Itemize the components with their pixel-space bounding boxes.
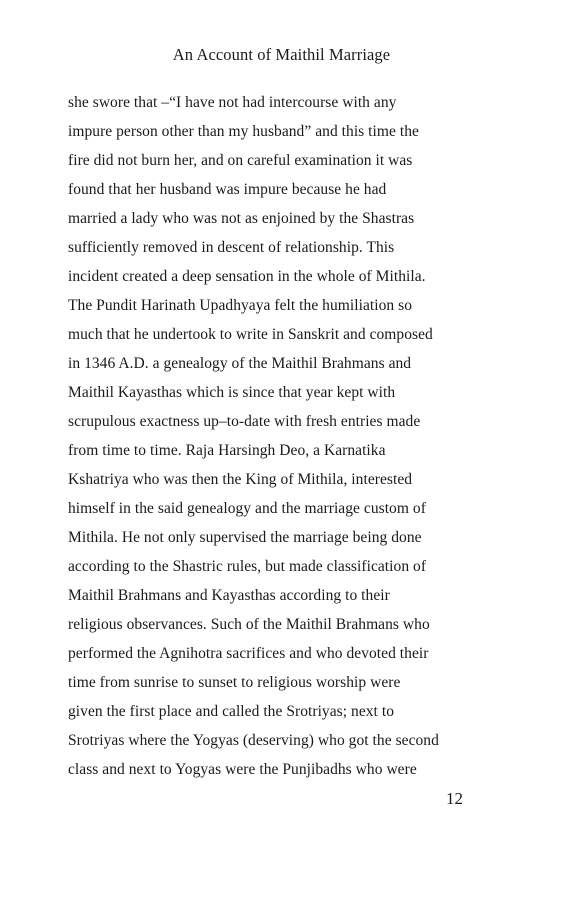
body-text: [68, 88, 488, 784]
text-line: time from sunrise to sunset to religious worship were: [68, 674, 401, 691]
text-line: impure person other than my husband” and this time the: [68, 123, 419, 140]
text-line: she swore that –“I have not had intercourse with any: [68, 94, 397, 111]
text-line: Srotriyas where the Yogyas (deserving) who got the second: [68, 732, 439, 749]
text-line: performed the Agnihotra sacrifices and who devoted their: [68, 645, 429, 662]
text-line: himself in the said genealogy and the marriage custom of: [68, 500, 426, 517]
text-line: married a lady who was not as enjoined by the Shastras: [68, 210, 415, 227]
text-line: much that he undertook to write in Sanskrit and composed: [68, 326, 433, 343]
text-line: sufficiently removed in descent of relationship. This: [68, 239, 395, 256]
text-line: incident created a deep sensation in the whole of Mithila.: [68, 268, 426, 285]
text-line: Kshatriya who was then the King of Mithila, interested: [68, 471, 413, 488]
text-line: found that her husband was impure because he had: [68, 181, 387, 198]
text-line: The Pundit Harinath Upadhyaya felt the humiliation so: [68, 297, 413, 314]
text-line: scrupulous exactness up–to-date with fresh entries made: [68, 413, 421, 430]
page-number: 12: [446, 789, 463, 808]
text-line: Mithila. He not only supervised the marriage being done: [68, 529, 422, 546]
running-header: An Account of Maithil Marriage: [172, 45, 391, 64]
text-line: according to the Shastric rules, but made classification of: [68, 558, 427, 575]
text-line: religious observances. Such of the Maithil Brahmans who: [68, 616, 430, 633]
text-line: given the first place and called the Srotriyas; next to: [68, 703, 394, 720]
text-line: from time to time. Raja Harsingh Deo, a Karnatika: [68, 442, 386, 459]
text-line: in 1346 A.D. a genealogy of the Maithil Brahmans and: [68, 355, 412, 372]
text-line: Maithil Kayasthas which is since that year kept with: [68, 384, 396, 401]
text-line: class and next to Yogyas were the Punjibadhs who were: [68, 761, 417, 778]
text-line: fire did not burn her, and on careful examination it was: [68, 152, 413, 169]
text-line: Maithil Brahmans and Kayasthas according to their: [68, 587, 390, 604]
